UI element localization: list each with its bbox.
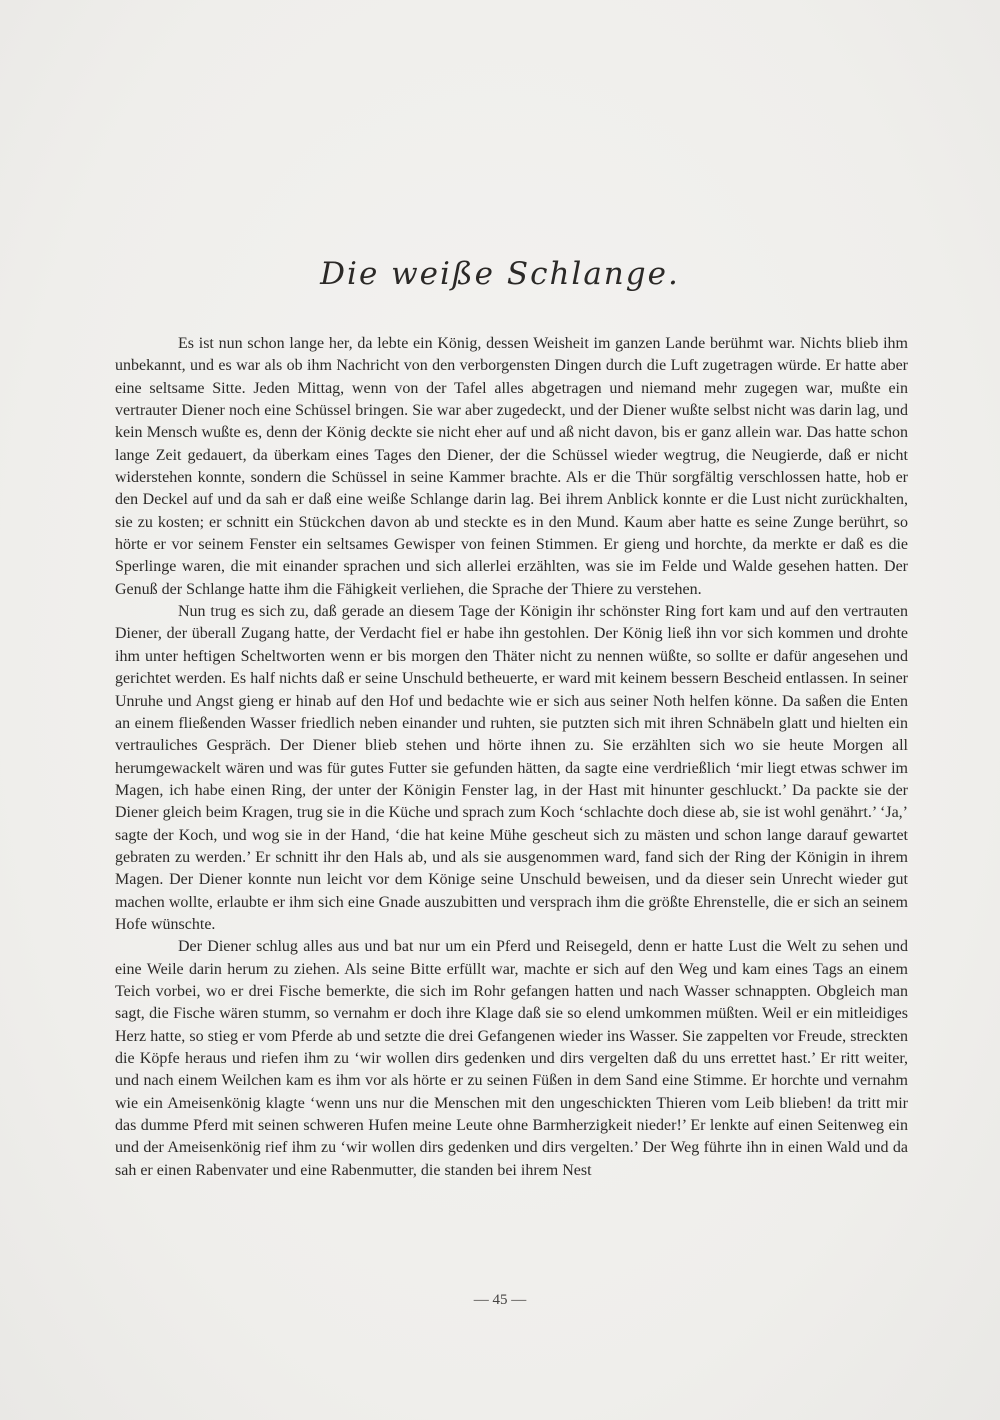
paragraph-1: Es ist nun schon lange her, da lebte ein König, dessen Weisheit im ganzen Lande berühmt war. Nichts blieb ihm unbekannt, und es war als ob ihm Nachricht von den verborgensten Dingen durch die Luft zugetragen würde. Er hatte aber eine seltsame Sitte. Jeden Mittag, wenn von der Tafel alles abgetragen und niemand mehr zugegen war, mußte ein vertrauter Diener noch eine Schüssel bringen. Sie war aber zugedeckt, und der Diener wußte selbst nicht was darin lag, und kein Mensch wußte es, denn der König deckte sie nicht eher auf und aß nicht davon, bis er ganz allein war. Das hatte schon lange Zeit gedauert, da überkam eines Tages den Diener, der die Schüssel wieder wegtrug, die Neugierde, daß er nicht widerstehen konnte, sondern die Schüssel in seine Kammer brachte. Als er die Thür sorgfältig verschlossen hatte, hob er den Deckel auf und da sah er daß eine weiße Schlange darin lag. Bei ihrem Anblick konnte er die Lust nicht zurückhalten, sie zu kosten; er schnitt ein Stückchen davon ab und steckte es in den Mund. Kaum aber hatte es seine Zunge berührt, so hörte er vor seinem Fenster ein seltsames Gewisper von feinen Stimmen. Er gieng und horchte, da merkte er daß es die Sperlinge waren, die mit einander sprachen und sich allerlei erzählten, was sie im Felde und Walde gesehen hatten. Der Genuß der Schlange hatte ihm die Fähigkeit verliehen, die Sprache der Thiere zu verstehen. <box>115 335 908 598</box>
body-text <box>115 333 908 1182</box>
paragraph-3: Der Diener schlug alles aus und bat nur um ein Pferd und Reisegeld, denn er hatte Lust die Welt zu sehen und eine Weile darin herum zu ziehen. Als seine Bitte erfüllt war, machte er sich auf den Weg und kam eines Tags an einem Teich vorbei, wo er drei Fische bemerkte, die sich im Rohr gefangen hatten und nach Wasser schnappten. Obgleich man sagt, die Fische wären stumm, so vernahm er doch ihre Klage daß sie so elend umkommen müßten. Weil er ein mitleidiges Herz hatte, so stieg er vom Pferde ab und setzte die drei Gefangenen wieder ins Wasser. Sie zappelten vor Freude, streckten die Köpfe heraus und riefen ihm zu ‘wir wollen dirs gedenken und dirs vergelten daß du uns errettet hast.’ Er ritt weiter, und nach einem Weilchen kam es ihm vor als hörte er zu seinen Füßen in dem Sand eine Stimme. Er horchte und vernahm wie ein Ameisenkönig klagte ‘wenn uns nur die Menschen mit den ungeschickten Thieren vom Leib blieben! da tritt mir das dumme Pferd mit seinen schweren Hufen meine Leute ohne Barmherzigkeit nieder!’ Er lenkte auf einen Seitenweg ein und der Ameisenkönig rief ihm zu ‘wir wollen dirs gedenken und dirs vergelten.’ Der Weg führte ihn in einen Wald und da sah er einen Rabenvater und eine Rabenmutter, die standen bei ihrem Nest <box>115 938 908 1179</box>
page-title: Die weiße Schlange. <box>320 256 680 292</box>
page-number: — 45 — <box>473 1292 527 1308</box>
paragraph-2: Nun trug es sich zu, daß gerade an diesem Tage der Königin ihr schönster Ring fort kam und auf den vertrauten Diener, der überall Zugang hatte, der Verdacht fiel er habe ihn gestohlen. Der König ließ ihn vor sich kommen und drohte ihm unter heftigen Scheltworten wenn er bis morgen den Thäter nicht zu nennen wüßte, so sollte er dafür angesehen und gerichtet werden. Es half nichts daß er seine Unschuld betheuerte, er ward mit keinem bessern Bescheid entlassen. In seiner Unruhe und Angst gieng er hinab auf den Hof und bedachte wie er sich aus seiner Noth helfen könne. Da saßen die Enten an einem fließenden Wasser friedlich neben einander und ruhten, sie putzten sich mit ihren Schnäbeln glatt und hielten ein vertrauliches Gespräch. Der Diener blieb stehen und hörte ihnen zu. Sie erzählten sich wo sie heute Morgen all herumgewackelt wären und was für gutes Futter sie gefunden hätten, da sagte eine verdrießlich ‘mir liegt etwas schwer im Magen, ich habe einen Ring, der unter der Königin Fenster lag, in der Hast mit hinunter geschluckt.’ Da packte sie der Diener gleich beim Kragen, trug sie in die Küche und sprach zum Koch ‘schlachte doch diese ab, sie ist wohl genährt.’ ‘Ja,’ sagte der Koch, und wog sie in der Hand, ‘die hat keine Mühe gescheut sich zu mästen und schon lange darauf gewartet gebraten zu werden.’ Er schnitt ihr den Hals ab, und als sie ausgenommen ward, fand sich der Ring der Königin in ihrem Magen. Der Diener konnte nun leicht vor dem Könige seine Unschuld beweisen, und da dieser sein Unrecht wieder gut machen wollte, erlaubte er ihm sich eine Gnade auszubitten und versprach ihm die größte Ehrenstelle, die er sich an seinem Hofe wünschte. <box>115 603 908 933</box>
